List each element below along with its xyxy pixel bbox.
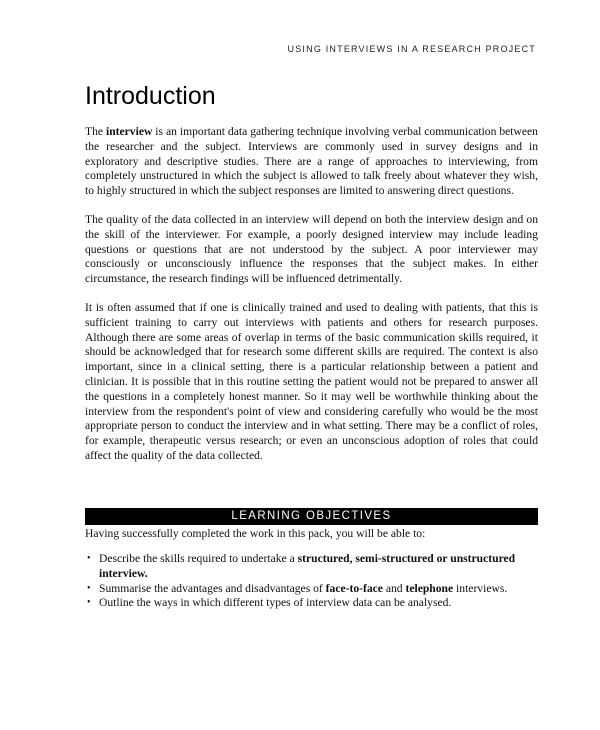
paragraph-2: The quality of the data collected in an interview will depend on both the interview design and on the skill of the interviewer. For example, a poorly designed interview may include leading questions or questions that are not understood by the subject. A poor interviewer may consciously or unconsciously influence the responses that the subject makes. In either circumstance, the research findings will be influenced detrimentally.	[85, 212, 538, 286]
learning-objectives-intro: Having successfully completed the work in this pack, you will be able to:	[85, 527, 426, 540]
objective-item-1-lead: Describe the skills required to undertake a	[99, 552, 298, 565]
paragraph-1-lead: The	[85, 125, 106, 138]
objective-item-2-tail: interviews.	[453, 581, 508, 595]
learning-objectives-list	[85, 552, 538, 611]
objective-item-3	[85, 596, 538, 611]
section-title: Introduction	[85, 82, 216, 110]
learning-objectives-heading: LEARNING OBJECTIVES	[85, 508, 538, 525]
objective-item-1	[85, 552, 538, 582]
paragraph-1-rest: is an important data gathering technique involving verbal communication between the researcher and the subject. Interviews are commonly used in survey designs and in exploratory and descriptive studies. There are a range of approaches to interviewing, from completely unstructured in which the subject is allowed to talk freely about whatever they wish, to highly structured in which the subject responses are limited to answering direct questions.	[85, 125, 538, 198]
objective-item-2-bold-2: telephone	[405, 581, 454, 595]
bullet-icon: •	[87, 597, 91, 609]
paragraph-1-term: interview	[105, 125, 153, 138]
objective-item-1-bold: structured, semi-structured or unstructured interview.	[99, 552, 516, 580]
paragraph-1	[85, 125, 538, 199]
paragraph-3: It is often assumed that if one is clinically trained and used to dealing with patients, that this is sufficient training to carry out interviews with patients and others for research purposes. Although there are some areas of overlap in terms of the basic communication skills required, it should be acknowledged that for research some different skills are required. The context is also important, since in a clinical setting, there is a particular relationship between a patient and clinician. It is possible that in this routine setting the patient would not be prepared to answer all the questions in a completely honest manner. So it may well be worthwhile thinking about the interview from the respondent's point of view and considering carefully who would be the most appropriate person to conduct the interview and in what setting. There may be a conflict of roles, for example, therapeutic versus research; or even an unconscious adoption of roles that could affect the quality of the data collected.	[85, 300, 538, 462]
introduction-body	[85, 125, 538, 478]
objective-item-2	[85, 582, 538, 597]
objective-item-2-bold-1: face-to-face	[325, 581, 383, 595]
bullet-icon: •	[87, 582, 91, 594]
objective-item-3-text: Outline the ways in which different types of interview data can be analysed.	[99, 596, 452, 610]
objective-item-2-mid: and	[382, 581, 406, 595]
bullet-icon: •	[87, 553, 91, 564]
running-header: USING INTERVIEWS IN A RESEARCH PROJECT	[287, 44, 536, 54]
objective-item-2-lead: Summarise the advantages and disadvantages of	[99, 581, 326, 595]
